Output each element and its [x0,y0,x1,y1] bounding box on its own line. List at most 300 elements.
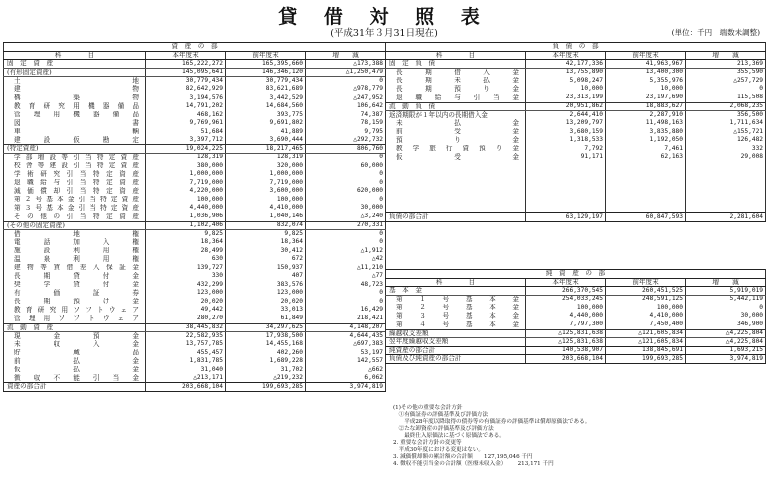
change-value: 0 [306,153,386,162]
row-label: 貯蔵品 [4,349,146,358]
table-row [4,128,386,137]
row-label: (特定資産) [4,145,146,154]
row-label: 固 定 負 債 [386,60,526,69]
row-label: (有形固定資産) [4,68,146,77]
table-row [4,119,386,128]
table-row [4,366,386,375]
current-year-value: 468,162 [146,111,226,120]
change-value: 48,723 [306,281,386,290]
change-value: △11,210 [306,264,386,273]
label-column-header: 科 目 [386,278,526,287]
table-row [386,119,766,128]
table-row [4,323,386,332]
row-label: 長期預り金 [386,85,526,94]
change-header: 増 減 [686,51,766,60]
row-label: (その他の固定資産) [4,221,146,230]
prior-year-value: 248,591,125 [606,295,686,304]
table-row [4,204,386,213]
change-value: △978,779 [306,85,386,94]
table-row [386,60,766,69]
table-row [4,349,386,358]
row-label: 徴収不能引当金 [4,374,146,383]
current-year-value: 100,000 [146,196,226,205]
change-value: 332 [686,145,766,154]
current-year-value: 10,000 [526,85,606,94]
current-year-value: 30,779,434 [146,77,226,86]
note-line: ②たな卸資産の評価基準及び評価方法 [393,425,494,432]
prior-year-value: 150,937 [226,264,306,273]
row-label: 退職給与引当金 [386,94,526,103]
table-row [386,68,766,77]
current-year-value: 38,445,832 [146,323,226,332]
current-year-value: 432,299 [146,281,226,290]
prior-year-value [606,196,686,205]
current-year-value: 4,220,000 [146,187,226,196]
row-label: 減価償却引当特定資産 [4,187,146,196]
row-label [386,162,526,171]
note-line: 平成28年度以降取得の債券等の有価証券の評価基準は償却原価法である。 [393,418,591,425]
change-value: 5,442,119 [686,295,766,304]
prior-year-value: 393,775 [226,111,306,120]
prior-year-value: 165,395,660 [226,60,306,69]
prior-year-value: 100,000 [226,196,306,205]
change-value: 355,590 [686,68,766,77]
prior-year-value: 41,963,967 [606,60,686,69]
assets-table [3,42,386,392]
current-year-value: 1,831,785 [146,357,226,366]
change-value [686,196,766,205]
change-value: 218,421 [306,315,386,324]
current-year-value: 91,171 [526,153,606,162]
prior-year-value: 23,197,690 [606,94,686,103]
prior-year-value [606,179,686,188]
current-year-value: 2,644,410 [526,111,606,120]
current-year-value: 123,000 [146,289,226,298]
row-label: 建設仮勘定 [4,136,146,145]
prior-year-value: 1,192,050 [606,136,686,145]
row-label: 長期未払金 [386,77,526,86]
change-value: 0 [306,179,386,188]
prior-year-value: △219,232 [226,374,306,383]
table-row [4,94,386,103]
prior-year-value: 60,847,593 [606,213,686,222]
table-row [386,304,766,313]
row-label: 資産の部合計 [4,383,146,392]
prior-year-value: 7,719,000 [226,179,306,188]
table-row [4,77,386,86]
current-year-value: 23,313,199 [526,94,606,103]
row-label: 図書 [4,119,146,128]
prior-year-value: 9,825 [226,230,306,239]
prior-year-value: 20,020 [226,298,306,307]
prior-year-value: 4,410,000 [226,204,306,213]
row-label: 施設利用権 [4,247,146,256]
current-year-value: 22,582,935 [146,332,226,341]
prior-year-value: 2,287,910 [606,111,686,120]
current-year-value [526,179,606,188]
row-label: 第２号基本金 [386,304,526,313]
table-row [4,162,386,171]
prior-year-value: 672 [226,255,306,264]
change-value [686,187,766,196]
change-value: △1,912 [306,247,386,256]
table-row [386,338,766,347]
prior-year-value: 407 [226,272,306,281]
row-label [386,204,526,213]
row-label: 翌年度繰越収支差額 [386,338,526,347]
note-line: 2. 重要な会計方針の変更等 [393,439,462,446]
row-label: 管理用機器備品 [4,111,146,120]
current-year-value: 7,797,300 [526,321,606,330]
current-year-value: 1,000,000 [146,170,226,179]
row-label: 未収入金 [4,340,146,349]
current-year-value: △125,831,638 [526,338,606,347]
table-row [386,329,766,338]
prior-year-value: 832,074 [226,221,306,230]
current-year-value: 128,319 [146,153,226,162]
column-header-row [386,51,766,60]
change-value: △173,388 [306,60,386,69]
row-label: 有価証券 [4,289,146,298]
prior-year-value [606,162,686,171]
note-line: ①有価証券の評価基準及び評価方法 [393,411,489,418]
table-row [386,312,766,321]
label-column-header: 科 目 [4,51,146,60]
section-header [386,270,766,279]
table-row [386,346,766,355]
row-label: 土地 [4,77,146,86]
prior-year-value: 13,400,300 [606,68,686,77]
table-row [4,306,386,315]
prior-year-value: 31,702 [226,366,306,375]
table-row [4,357,386,366]
change-value: △662 [306,366,386,375]
current-year-header: 本年度末 [146,51,226,60]
document-title: 貸 借 対 照 表 [278,6,490,28]
table-row [4,153,386,162]
note-text: 4. 徴収不能引当金の合計額（医療未収入金） [393,460,507,467]
change-value: 806,760 [306,145,386,154]
table-row [386,170,766,179]
current-year-value: 3,194,576 [146,94,226,103]
prior-year-value: △121,605,834 [606,338,686,347]
current-year-value: 7,719,000 [146,179,226,188]
change-value: 78,159 [306,119,386,128]
change-value: △3,240 [306,213,386,222]
change-value: △292,732 [306,136,386,145]
column-header-row [4,51,386,60]
change-value: 356,500 [686,111,766,120]
row-label: 車輌 [4,128,146,137]
row-label: 管理用ソフトウェア [4,315,146,324]
current-year-value: 380,000 [146,162,226,171]
current-year-header: 本年度末 [526,278,606,287]
current-year-value: 266,370,545 [526,287,606,296]
change-value: 9,795 [306,128,386,137]
current-year-value: 280,270 [146,315,226,324]
table-row [386,196,766,205]
change-value: △4,225,804 [686,329,766,338]
prior-year-value: 14,684,560 [226,102,306,111]
table-row [386,77,766,86]
table-row [4,315,386,324]
table-row [386,128,766,137]
table-row [386,94,766,103]
prior-year-value: 402,260 [226,349,306,358]
row-label: 負債の部合計 [386,213,526,222]
current-year-value: 18,364 [146,238,226,247]
prior-year-value: 41,889 [226,128,306,137]
change-value: 5,919,019 [686,287,766,296]
table-row [386,136,766,145]
change-value: 1,711,634 [686,119,766,128]
row-label: 校舎等建設引当特定資産 [4,162,146,171]
change-value: △42 [306,255,386,264]
row-label: 長期預け金 [4,298,146,307]
prior-year-value: 383,576 [226,281,306,290]
note-text: 3. 減価償却額の累計額の合計額 [393,453,473,460]
prior-year-value: 14,455,168 [226,340,306,349]
change-value: 106,642 [306,102,386,111]
current-year-value: 3,680,159 [526,128,606,137]
row-label: 繰越収支差額 [386,329,526,338]
prior-year-value: 11,498,163 [606,119,686,128]
table-row [386,213,766,222]
current-year-value: 49,442 [146,306,226,315]
row-label: 教育研究用機器備品 [4,102,146,111]
current-year-value: 13,209,797 [526,119,606,128]
current-year-value: 4,440,000 [526,312,606,321]
current-year-value: 5,098,247 [526,77,606,86]
prior-year-value: 199,693,285 [606,355,686,364]
change-value: 30,000 [306,204,386,213]
prior-year-value: 3,600,000 [226,187,306,196]
note-line [393,454,763,461]
table-row [386,111,766,120]
table-row [4,264,386,273]
prior-year-value [606,187,686,196]
section-header [386,43,766,52]
row-label: 退職給与引当特定資産 [4,179,146,188]
row-label: 負債及び純資産の部合計 [386,355,526,364]
prior-year-header: 前年度末 [226,51,306,60]
prior-year-header: 前年度末 [606,278,686,287]
change-value: 4,644,435 [306,332,386,341]
prior-year-header: 前年度末 [606,51,686,60]
change-value: 115,508 [686,94,766,103]
change-value: 53,197 [306,349,386,358]
change-value: 0 [686,85,766,94]
prior-year-value: 7,450,400 [606,321,686,330]
row-label: 教学旅行資預り金 [386,145,526,154]
section-title: 負 債 の 部 [386,43,766,52]
table-row [4,170,386,179]
row-label: その他の引当特定資産 [4,213,146,222]
table-row [386,162,766,171]
prior-year-value: 34,297,625 [226,323,306,332]
change-value: △1,250,479 [306,68,386,77]
row-label: 第１号基本金 [386,295,526,304]
table-row [4,289,386,298]
change-value: 29,008 [686,153,766,162]
change-value: 0 [686,304,766,313]
row-label [386,170,526,179]
note-value: 127,195,046 千円 [484,453,533,460]
change-value [686,162,766,171]
current-year-value: 9,769,961 [146,119,226,128]
row-label [386,179,526,188]
current-year-value: 630 [146,255,226,264]
table-row [4,332,386,341]
prior-year-value: 1,040,146 [226,213,306,222]
change-value: 0 [306,238,386,247]
prior-year-value: 7,461 [606,145,686,154]
current-year-value: 1,318,533 [526,136,606,145]
current-year-value: 42,177,336 [526,60,606,69]
change-value: △247,952 [306,94,386,103]
row-label: 長期借入金 [386,68,526,77]
table-row [4,179,386,188]
change-value: 2,068,235 [686,102,766,111]
current-year-value [526,187,606,196]
current-year-value: 330 [146,272,226,281]
change-value: 0 [306,230,386,239]
prior-year-value: 138,845,691 [606,346,686,355]
table-row [4,136,386,145]
row-label: 未払金 [386,119,526,128]
note-line: (1)その他の重要な会計方針 [393,405,463,411]
table-row [386,355,766,364]
current-year-value: 3,397,712 [146,136,226,145]
table-row [4,255,386,264]
table-row [386,85,766,94]
current-year-value: 20,020 [146,298,226,307]
section-title: 資 産 の 部 [4,43,386,52]
notes-section [393,405,763,468]
change-header: 増 減 [686,278,766,287]
current-year-value: △213,171 [146,374,226,383]
net-assets-table [385,269,766,364]
table-row [4,145,386,154]
current-year-value: △125,831,638 [526,329,606,338]
row-label: 仮払金 [4,366,146,375]
change-value: 30,000 [686,312,766,321]
current-year-value: 203,668,104 [146,383,226,392]
change-value: △4,225,804 [686,338,766,347]
change-value: 0 [306,196,386,205]
row-label: 第４号基本金 [386,321,526,330]
change-value: 3,974,819 [686,355,766,364]
current-year-value: 203,668,104 [526,355,606,364]
row-label: 基 本 金 [386,287,526,296]
table-row [4,187,386,196]
prior-year-value: 123,000 [226,289,306,298]
row-label: 純資産の部合計 [386,346,526,355]
prior-year-value: 4,410,000 [606,312,686,321]
change-value: 16,429 [306,306,386,315]
current-year-value: 145,095,641 [146,68,226,77]
current-year-value [526,162,606,171]
row-label: 第２号基本金引当特定資産 [4,196,146,205]
change-value [686,170,766,179]
change-value: 6,062 [306,374,386,383]
current-year-value [526,196,606,205]
prior-year-value: 128,319 [226,153,306,162]
row-label: 前受金 [386,128,526,137]
prior-year-value: 30,412 [226,247,306,256]
row-label: 借地権 [4,230,146,239]
change-value [686,179,766,188]
current-year-value: 4,440,000 [146,204,226,213]
current-year-value: 9,825 [146,230,226,239]
row-label: 教育研究用ソフトウェア [4,306,146,315]
table-row [386,295,766,304]
row-label: 建物 [4,85,146,94]
prior-year-value: 1,689,228 [226,357,306,366]
note-line [393,461,763,468]
change-value: 620,000 [306,187,386,196]
table-row [4,213,386,222]
current-year-value: 63,129,197 [526,213,606,222]
current-year-value: 165,222,272 [146,60,226,69]
current-year-value [526,170,606,179]
row-label: 流 動 負 債 [386,102,526,111]
change-value: 74,387 [306,111,386,120]
prior-year-value: 146,346,120 [226,68,306,77]
current-year-value: 100,000 [526,304,606,313]
current-year-value: 254,033,245 [526,295,606,304]
row-label: 電話加入権 [4,238,146,247]
section-header [4,43,386,52]
change-value: 346,900 [686,321,766,330]
change-value: 1,693,215 [686,346,766,355]
row-label: 長期貸付金 [4,272,146,281]
table-row [4,374,386,383]
prior-year-value: △121,605,834 [606,329,686,338]
change-value: 213,369 [686,60,766,69]
table-row [4,230,386,239]
prior-year-value: 1,000,000 [226,170,306,179]
table-row [4,383,386,392]
current-year-value: 51,684 [146,128,226,137]
change-value: 0 [306,77,386,86]
current-year-value [526,204,606,213]
row-label [386,187,526,196]
change-value: 0 [306,298,386,307]
current-year-value: 140,538,907 [526,346,606,355]
row-label: 固 定 資 産 [4,60,146,69]
prior-year-value: 33,013 [226,306,306,315]
row-label: 流 動 資 産 [4,323,146,332]
change-value [686,204,766,213]
row-label: 学術研究引当特定資産 [4,170,146,179]
prior-year-value: 5,355,976 [606,77,686,86]
table-row [4,247,386,256]
table-row [4,281,386,290]
prior-year-value: 62,163 [606,153,686,162]
document-date: (平成31年３月31日現在) [330,28,438,39]
change-value: 126,482 [686,136,766,145]
current-year-value: 31,040 [146,366,226,375]
change-value: △697,383 [306,340,386,349]
table-row [4,85,386,94]
current-year-value: 28,499 [146,247,226,256]
prior-year-value [606,204,686,213]
change-value: 0 [306,170,386,179]
change-header: 増 減 [306,51,386,60]
current-year-value: 1,036,906 [146,213,226,222]
table-row [386,187,766,196]
